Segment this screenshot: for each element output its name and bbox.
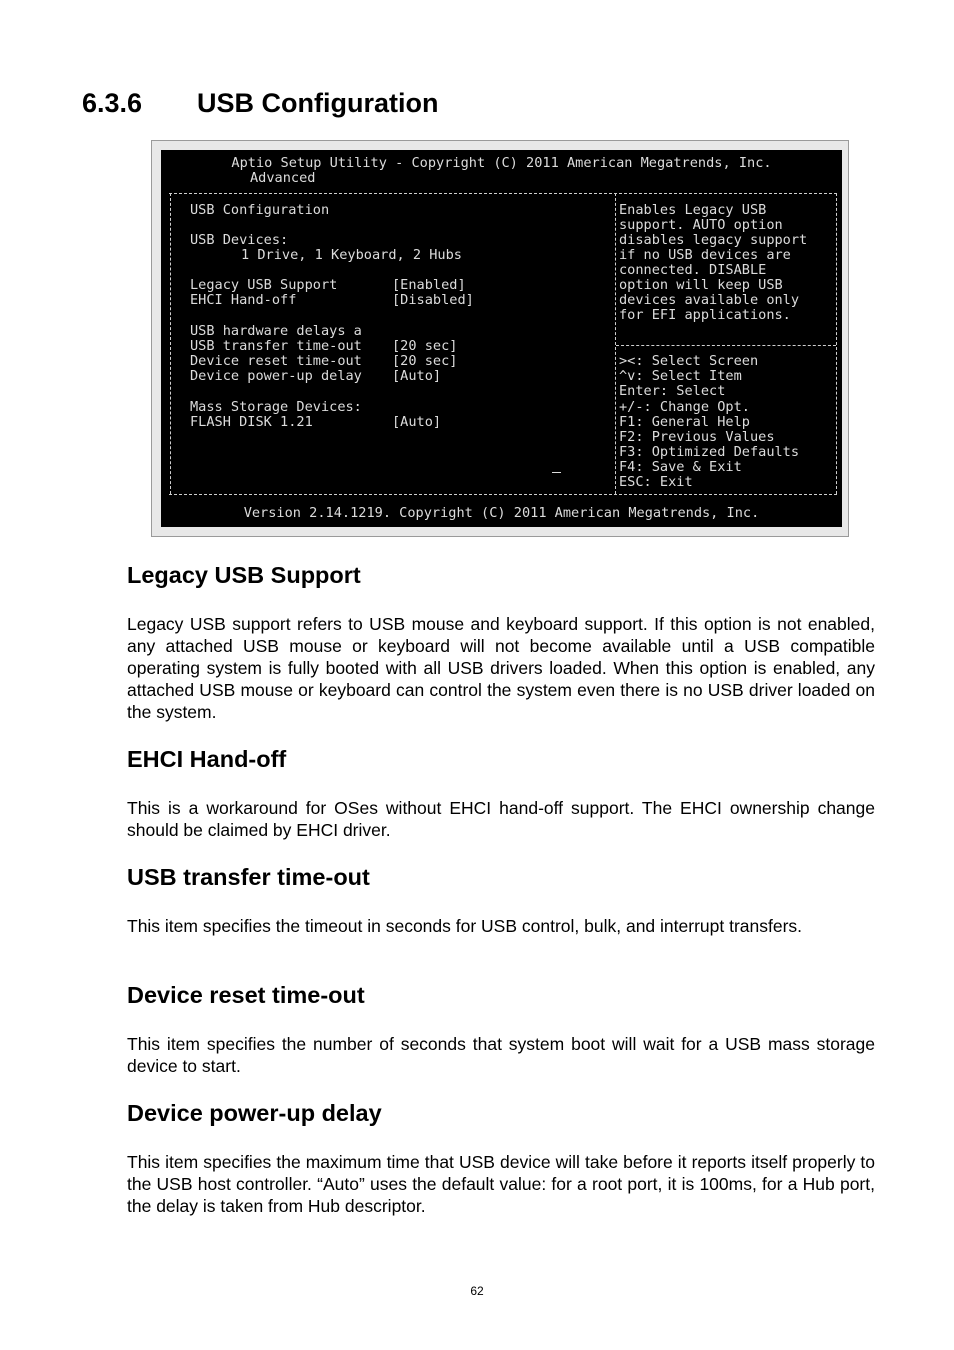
bios-powerup-delay-value[interactable]: [Auto]: [392, 368, 442, 384]
section-number: 6.3.6: [82, 88, 143, 118]
bios-ehci-label[interactable]: EHCI Hand-off: [190, 292, 297, 308]
bios-left-border: [170, 193, 171, 494]
bios-usb-devices-label: USB Devices:: [190, 232, 289, 248]
bios-help-line: disables legacy support: [619, 232, 808, 248]
bios-legacy-usb-label[interactable]: Legacy USB Support: [190, 277, 338, 293]
page-number: 62: [470, 1284, 484, 1298]
topic-text: This item specifies the number of seconds that system boot will wait for a USB mass storage device to start.: [127, 1034, 875, 1076]
bios-help-line: connected. DISABLE: [619, 262, 767, 278]
topic-heading: Device power-up delay: [127, 1100, 382, 1126]
bios-flash-disk-label[interactable]: FLASH DISK 1.21: [190, 414, 313, 430]
bios-right-border: [836, 193, 837, 494]
bios-help-line: devices available only: [619, 292, 800, 308]
topic-text: This is a workaround for OSes without EHCI hand-off support. The EHCI ownership change should be claimed by EHCI driver.: [127, 798, 875, 840]
bios-key-hint: +/-: Change Opt.: [619, 399, 750, 415]
bios-key-hint: F1: General Help: [619, 414, 750, 430]
bios-screen: [161, 150, 842, 527]
bios-key-hint: ESC: Exit: [619, 474, 693, 490]
bios-bottom-border: [169, 494, 837, 495]
bios-title: Aptio Setup Utility - Copyright (C) 2011 American Megatrends, Inc.: [231, 155, 772, 171]
bios-key-hint: Enter: Select: [619, 383, 726, 399]
bios-transfer-timeout-label[interactable]: USB transfer time-out: [190, 338, 362, 354]
topic-heading: Device reset time-out: [127, 982, 365, 1008]
bios-reset-timeout-value[interactable]: [20 sec]: [392, 353, 458, 369]
topic-text: Legacy USB support refers to USB mouse and keyboard support. If this option is not enabled, any attached USB mouse or keyboard will not become available until a USB compatible operating system is fully booted with all USB drivers loaded. When this option is enabled, any attached USB mouse or keyboard can control the system even there is no USB driver loaded on the system.: [127, 614, 875, 722]
topic-heading: USB transfer time-out: [127, 864, 370, 890]
bios-ehci-value[interactable]: [Disabled]: [392, 292, 474, 308]
bios-transfer-timeout-value[interactable]: [20 sec]: [392, 338, 458, 354]
bios-help-line: option will keep USB: [619, 277, 783, 293]
bios-version-footer: Version 2.14.1219. Copyright (C) 2011 American Megatrends, Inc.: [243, 505, 760, 521]
bios-help-line: if no USB devices are: [619, 247, 791, 263]
bios-legacy-usb-value[interactable]: [Enabled]: [392, 277, 466, 293]
bios-key-hint: F3: Optimized Defaults: [619, 444, 800, 460]
topic-text: This item specifies the maximum time that USB device will take before it reports itself properly to the USB host controller. “Auto” uses the default value: for a root port, it is 100ms, for a Hub port, the delay is taken from Hub descriptor.: [127, 1152, 875, 1216]
bios-key-hint: ><: Select Screen: [619, 353, 759, 369]
topic-heading: Legacy USB Support: [127, 562, 361, 588]
bios-text-cursor: [552, 472, 561, 473]
bios-usb-devices-value: 1 Drive, 1 Keyboard, 2 Hubs: [241, 247, 462, 263]
section-heading: [82, 88, 438, 119]
topic-heading: EHCI Hand-off: [127, 746, 287, 772]
bios-help-line: for EFI applications.: [619, 307, 791, 323]
bios-usb-config-title: USB Configuration: [190, 202, 330, 218]
bios-key-hint: F2: Previous Values: [619, 429, 775, 445]
bios-powerup-delay-label[interactable]: Device power-up delay: [190, 368, 362, 384]
bios-reset-timeout-label[interactable]: Device reset time-out: [190, 353, 362, 369]
bios-column-divider: [615, 193, 616, 494]
bios-top-border: [169, 193, 837, 194]
bios-tab-advanced[interactable]: Advanced: [250, 170, 316, 186]
bios-help-divider: [616, 345, 836, 346]
bios-help-line: Enables Legacy USB: [619, 202, 767, 218]
bios-help-line: support. AUTO option: [619, 217, 783, 233]
bios-mass-storage-label: Mass Storage Devices:: [190, 399, 362, 415]
section-title: USB Configuration: [197, 88, 439, 118]
bios-key-hint: F4: Save & Exit: [619, 459, 742, 475]
bios-flash-disk-value[interactable]: [Auto]: [392, 414, 442, 430]
bios-key-hint: ^v: Select Item: [619, 368, 742, 384]
topic-text: This item specifies the timeout in seconds for USB control, bulk, and interrupt transfers.: [127, 916, 803, 936]
bios-hw-delays-label: USB hardware delays a: [190, 323, 362, 339]
